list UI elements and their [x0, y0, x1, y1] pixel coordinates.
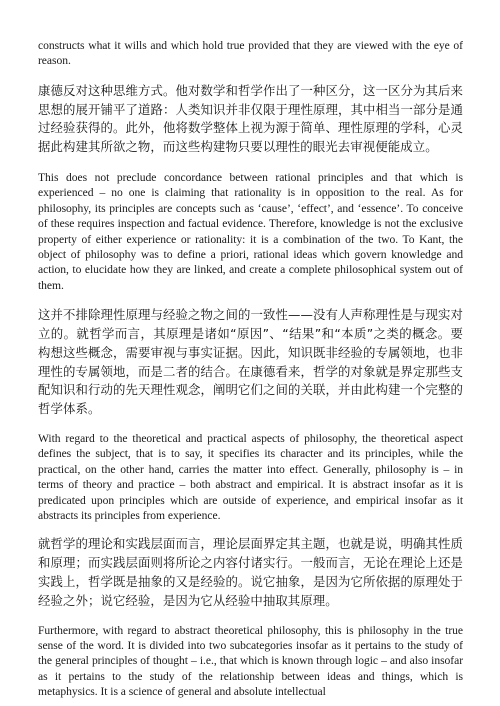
paragraph-chinese-2: 这并不排除理性原理与经验之物之间的一致性——没有人声称理性是与现实对立的。就哲学而言，其原理是诸如“原因”、“结果”和“本质”之类的概念。要构想这些概念，需要审视与事实证据。因此，知识既非经验的专属领地，也非理性的专属领地，而是二者的结合。在康德看来，哲学的对象就是界定那些支配知识和行动的先天理性观念，阐明它们之间的关联，并由此构建一个完整的哲学体系。: [38, 307, 463, 417]
document-page: [38, 38, 463, 700]
paragraph-english-1: constructs what it wills and which hold true provided that they are viewed with the eye of reason.: [38, 39, 463, 68]
paragraph-chinese-1: 康德反对这种思维方式。他对数学和哲学作出了一种区分，这一区分为其后来思想的展开铺平了道路：人类知识并非仅限于理性原理，其中相当一部分是通过经验获得的。此外，他将数学整体上视为源于简单、理性原理的学科，心灵据此构建其所欲之物，而这些构建物只要以理性的眼光去审视便能成立。: [38, 82, 463, 155]
paragraph-english-4: Furthermore, with regard to abstract theoretical philosophy, this is philosophy in the true sense of the word. It is divided into two subcategories insofar as it pertains to the study of the general principles of thought – i.e., that which is known through logic – and also insofar as it pertains to the study of the relationship between ideas and things, which is metaphysics. It is a science of general and absolute intellectual: [38, 623, 463, 699]
paragraph-english-2: This does not preclude concordance between rational principles and that which is experienced – no one is claiming that rationality is in opposition to the real. As for philosophy, its principles are concepts such as ‘cause’, ‘effect’, and ‘essence’. To conceive of these requires inspection and factual evidence. Therefore, knowledge is not the exclusive property of either experience or rationality: it is a combination of the two. To Kant, the object of philosophy was to define a priori, rational ideas which govern knowledge and action, to elucidate how they are linked, and create a complete philosophical system out of them.: [38, 171, 463, 292]
paragraph-english-3: With regard to the theoretical and practical aspects of philosophy, the theoretical aspect defines the subject, that is to say, it specifies its character and its principles, while the practical, on the other hand, carries the matter into effect. Generally, philosophy is – in terms of theory and practice – both abstract and empirical. It is abstract insofar as it is predicated upon principles which are outside of experience, and empirical insofar as it abstracts its principles from experience.: [38, 432, 463, 523]
paragraph-chinese-3: 就哲学的理论和实践层面而言，理论层面界定其主题，也就是说，明确其性质和原理；而实践层面则将所论之内容付诸实行。一般而言，无论在理论上还是实践上，哲学既是抽象的又是经验的。说它抽象，是因为它所依据的原理处于经验之外；说它经验，是因为它从经验中抽取其原理。: [38, 536, 463, 608]
